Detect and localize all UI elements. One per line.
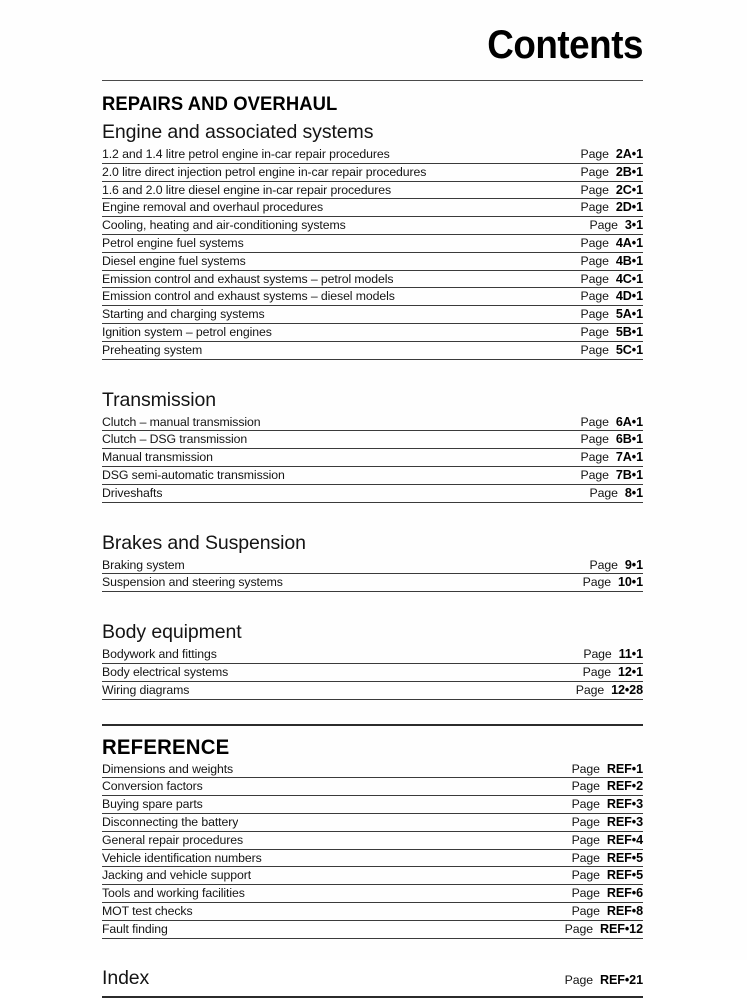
- entry-page-reference: [555, 921, 643, 939]
- entry-page-reference: [571, 235, 643, 253]
- page-word: Page: [580, 450, 609, 465]
- entry-label: Manual transmission: [102, 450, 213, 465]
- page-word: Page: [580, 164, 609, 179]
- page-ref: 7A•1: [615, 450, 643, 465]
- entry-label: Emission control and exhaust systems – petrol models: [102, 271, 394, 286]
- contents-entry[interactable]: [102, 903, 643, 921]
- page-word: Page: [571, 797, 600, 812]
- entry-label: Conversion factors: [102, 779, 203, 794]
- section-heading-main: REPAIRS AND OVERHAUL: [102, 94, 338, 115]
- entry-page-reference: [571, 164, 643, 182]
- entry-label: Wiring diagrams: [102, 682, 190, 697]
- entry-page-reference: [571, 467, 643, 485]
- entry-label: Dimensions and weights: [102, 761, 234, 776]
- section-reference: [102, 724, 643, 939]
- page-word: Page: [571, 850, 600, 865]
- page-ref: 5A•1: [615, 307, 643, 322]
- contents-entry[interactable]: [102, 342, 643, 360]
- entry-page-reference: [571, 182, 643, 200]
- page-word: Page: [571, 832, 600, 847]
- entry-label: MOT test checks: [102, 903, 193, 918]
- page-word: Page: [582, 664, 611, 679]
- page-word: Page: [580, 235, 609, 250]
- contents-entry[interactable]: [102, 288, 643, 306]
- page-ref: REF•4: [606, 832, 643, 847]
- entry-list: [102, 146, 643, 360]
- entry-page-reference: [562, 814, 643, 832]
- entry-page-reference: [562, 885, 643, 903]
- entry-page-reference: [571, 414, 643, 432]
- entry-list: [102, 557, 643, 593]
- page-ref: 6B•1: [615, 432, 643, 447]
- page-word: Page: [589, 557, 618, 572]
- page-ref: 2C•1: [615, 182, 643, 197]
- page-word: Page: [580, 414, 609, 429]
- entry-label: DSG semi-automatic transmission: [102, 467, 285, 482]
- page-word: Page: [580, 147, 609, 161]
- entry-list: [102, 414, 643, 503]
- section-heading-sub: Body equipment: [102, 621, 242, 644]
- entry-page-reference: [571, 431, 643, 449]
- contents-entry[interactable]: [102, 199, 643, 217]
- page-word: Page: [571, 903, 600, 918]
- index-block: [102, 967, 643, 998]
- page-word: Page: [575, 682, 605, 697]
- entry-page-reference: [571, 146, 643, 164]
- page-ref: REF•3: [606, 797, 643, 812]
- page-word: Page: [583, 647, 612, 662]
- entry-page-reference: [580, 557, 643, 575]
- page-ref: 5B•1: [615, 324, 643, 339]
- entry-label: Diesel engine fuel systems: [102, 253, 246, 268]
- entry-label: Driveshafts: [102, 485, 163, 500]
- contents-entry[interactable]: [102, 271, 643, 289]
- page-word: Page: [580, 324, 609, 339]
- contents-entry[interactable]: [102, 485, 643, 503]
- page-word: Page: [564, 921, 593, 936]
- entry-page-reference: [573, 574, 643, 592]
- entry-page-reference: [571, 449, 643, 467]
- page-word: Page: [571, 779, 600, 794]
- section-heading-sub: Engine and associated systems: [102, 121, 374, 143]
- page-word: Page: [580, 182, 609, 197]
- entry-page-reference: [562, 778, 643, 796]
- entry-list: [102, 646, 643, 699]
- section-heading-sub: Transmission: [102, 388, 217, 411]
- section-repairs-and-overhaul: [102, 81, 643, 360]
- section-brakes-and-suspension: [102, 527, 643, 593]
- entry-label: Jacking and vehicle support: [102, 868, 252, 883]
- contents-entry[interactable]: [102, 682, 643, 700]
- entry-label: Starting and charging systems: [102, 307, 265, 322]
- entry-label: Tools and working facilities: [102, 886, 245, 901]
- page-ref: REF•5: [606, 850, 643, 865]
- entry-label: Vehicle identification numbers: [102, 850, 262, 865]
- entry-label: Cooling, heating and air-conditioning systems: [102, 218, 346, 233]
- contents-entry[interactable]: [102, 646, 643, 664]
- section-heading-sub: Brakes and Suspension: [102, 531, 306, 554]
- entry-page-reference: [571, 306, 643, 324]
- contents-entry[interactable]: [102, 867, 643, 885]
- entry-label: Clutch – DSG transmission: [102, 432, 248, 447]
- page-ref: 8•1: [624, 485, 643, 500]
- page-ref: REF•6: [606, 886, 643, 901]
- page-word: Page: [580, 467, 609, 482]
- entry-page-reference: [571, 342, 643, 360]
- contents-entry[interactable]: [102, 217, 643, 235]
- entry-page-reference: [562, 796, 643, 814]
- contents-entry[interactable]: [102, 921, 643, 939]
- page-word: Page: [580, 342, 609, 357]
- contents-entry[interactable]: [102, 885, 643, 903]
- entry-page-reference: [571, 288, 643, 306]
- entry-label: 1.6 and 2.0 litre diesel engine in-car repair procedures: [102, 182, 392, 197]
- entry-label: Braking system: [102, 557, 185, 572]
- entry-page-reference: [566, 682, 643, 700]
- page-word: Page: [564, 972, 593, 987]
- contents-entry[interactable]: [102, 467, 643, 485]
- page-ref: REF•12: [599, 921, 643, 936]
- entry-page-reference: [573, 646, 643, 664]
- entry-label: Buying spare parts: [102, 797, 203, 812]
- page-ref: 2A•1: [615, 147, 643, 161]
- contents-entry[interactable]: [102, 814, 643, 832]
- entry-page-reference: [571, 199, 643, 217]
- contents-entry[interactable]: [102, 146, 643, 164]
- entry-label: Body electrical systems: [102, 664, 229, 679]
- index-page-reference: [565, 973, 643, 989]
- page-ref: 6A•1: [615, 414, 643, 429]
- contents-entry[interactable]: [102, 431, 643, 449]
- contents-entry[interactable]: [102, 832, 643, 850]
- page-word: Page: [589, 485, 618, 500]
- page-ref: 7B•1: [615, 467, 643, 482]
- contents-entry[interactable]: [102, 557, 643, 575]
- page-ref: 12•28: [611, 682, 643, 697]
- page-ref: 5C•1: [615, 342, 643, 357]
- entry-page-reference: [562, 850, 643, 868]
- entry-page-reference: [571, 324, 643, 342]
- page-word: Page: [580, 289, 609, 304]
- page-ref: 3•1: [624, 218, 643, 233]
- page-word: Page: [580, 271, 609, 286]
- entry-label: Emission control and exhaust systems – diesel models: [102, 289, 395, 304]
- entry-page-reference: [580, 485, 643, 503]
- entry-label: Petrol engine fuel systems: [102, 235, 244, 250]
- page-ref: 4B•1: [615, 253, 643, 268]
- index-label: Index: [102, 966, 150, 989]
- page-title: Contents: [487, 23, 643, 67]
- section-body-equipment: [102, 616, 643, 699]
- content-column: [102, 0, 643, 998]
- page-ref: 9•1: [624, 557, 643, 572]
- entry-label: 1.2 and 1.4 litre petrol engine in-car repair procedures: [102, 147, 390, 161]
- contents-entry[interactable]: [102, 306, 643, 324]
- page-word: Page: [571, 761, 600, 776]
- page-ref: REF•3: [606, 814, 643, 829]
- page-ref: REF•1: [606, 761, 643, 776]
- entry-page-reference: [580, 217, 643, 235]
- page-word: Page: [580, 253, 609, 268]
- index-row[interactable]: [102, 967, 643, 998]
- entry-label: Suspension and steering systems: [102, 575, 283, 590]
- page-ref: REF•2: [606, 779, 643, 794]
- page-ref: REF•21: [599, 972, 643, 987]
- entry-label: 2.0 litre direct injection petrol engine in-car repair procedures: [102, 164, 427, 179]
- entry-page-reference: [571, 271, 643, 289]
- page-ref: 4C•1: [615, 271, 643, 286]
- page-word: Page: [571, 814, 600, 829]
- contents-entry[interactable]: [102, 664, 643, 682]
- page-ref: 11•1: [618, 647, 643, 662]
- contents-entry[interactable]: [102, 761, 643, 779]
- entry-label: General repair procedures: [102, 832, 244, 847]
- entry-page-reference: [562, 867, 643, 885]
- page-word: Page: [571, 868, 600, 883]
- entry-label: Clutch – manual transmission: [102, 414, 261, 429]
- page-word: Page: [580, 432, 609, 447]
- section-divider: [102, 724, 643, 726]
- entry-page-reference: [562, 761, 643, 779]
- page-ref: REF•8: [606, 903, 643, 918]
- contents-entry[interactable]: [102, 164, 643, 182]
- entry-list: [102, 761, 643, 939]
- page-ref: 2B•1: [615, 164, 643, 179]
- section-heading-reference: REFERENCE: [102, 735, 230, 759]
- contents-entry[interactable]: [102, 449, 643, 467]
- contents-entry[interactable]: [102, 796, 643, 814]
- page-ref: 4A•1: [615, 235, 643, 250]
- page-ref: 10•1: [617, 575, 643, 590]
- contents-entry[interactable]: [102, 235, 643, 253]
- entry-label: Preheating system: [102, 342, 203, 357]
- entry-label: Disconnecting the battery: [102, 814, 239, 829]
- sections-container: [102, 81, 643, 939]
- contents-entry[interactable]: [102, 778, 643, 796]
- entry-label: Ignition system – petrol engines: [102, 324, 272, 339]
- entry-page-reference: [562, 903, 643, 921]
- page-ref: 2D•1: [615, 200, 643, 215]
- entry-label: Fault finding: [102, 921, 168, 936]
- contents-entry[interactable]: [102, 414, 643, 432]
- page-word: Page: [580, 200, 609, 215]
- contents-entry[interactable]: [102, 850, 643, 868]
- page-word: Page: [589, 218, 618, 233]
- contents-entry[interactable]: [102, 324, 643, 342]
- page-ref: 12•1: [617, 664, 643, 679]
- page-word: Page: [582, 575, 611, 590]
- page-word: Page: [571, 886, 600, 901]
- entry-label: Bodywork and fittings: [102, 647, 217, 662]
- contents-entry[interactable]: [102, 253, 643, 271]
- entry-page-reference: [573, 664, 643, 682]
- entry-page-reference: [571, 253, 643, 271]
- contents-entry[interactable]: [102, 182, 643, 200]
- page-ref: REF•5: [606, 868, 643, 883]
- contents-entry[interactable]: [102, 574, 643, 592]
- entry-page-reference: [562, 832, 643, 850]
- entry-label: Engine removal and overhaul procedures: [102, 200, 324, 215]
- section-transmission: [102, 384, 643, 503]
- page-ref: 4D•1: [615, 289, 643, 304]
- page-word: Page: [580, 307, 609, 322]
